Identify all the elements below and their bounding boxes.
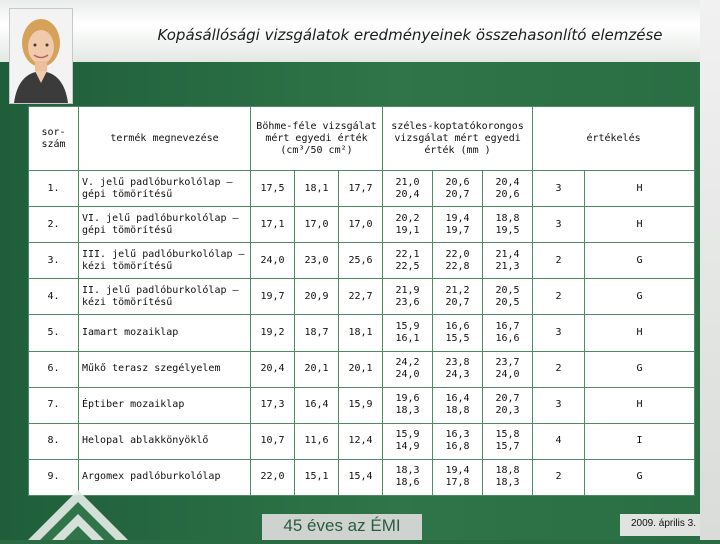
rating-grade-cell: I — [585, 423, 695, 459]
wide-test-3-cell — [483, 171, 533, 207]
wide-test-3-cell-value-1: 18,8 — [495, 465, 520, 477]
wide-test-2-cell — [433, 171, 483, 207]
wide-test-3-cell — [483, 387, 533, 423]
header-bohme-test: Böhme-féle vizsgálat mért egyedi érték (cm³/50 cm²) — [251, 107, 383, 171]
wide-test-1-cell-value-2: 18,6 — [395, 477, 420, 489]
rating-score-cell: 3 — [533, 207, 585, 243]
wide-test-1-cell — [383, 279, 433, 315]
rating-score-cell: 4 — [533, 423, 585, 459]
rating-grade-cell: G — [585, 243, 695, 279]
wide-test-3-cell-value-2: 16,6 — [495, 332, 520, 344]
bohme-value-2-cell: 11,6 — [295, 423, 339, 459]
header-wide-wheel-test: széles-koptatókorongos vizsgálat mért egyedi érték (mm ) — [383, 107, 533, 171]
wide-test-1-cell-value-2: 24,0 — [395, 369, 420, 381]
wide-test-3-cell-value-2: 21,3 — [495, 260, 520, 272]
wide-test-3-cell — [483, 207, 533, 243]
wide-test-2-cell-value-1: 23,8 — [445, 357, 470, 369]
product-name-cell: III. jelű padlóburkolólap – kézi tömörítésű — [79, 243, 251, 279]
wide-test-3-cell-value-1: 15,8 — [495, 429, 520, 441]
wide-test-3-cell-value-2: 18,3 — [495, 477, 520, 489]
bohme-value-3-cell: 25,6 — [339, 243, 383, 279]
emi-logo — [18, 470, 138, 540]
presenter-photo — [9, 8, 73, 104]
emi-logo-icon — [18, 470, 138, 540]
serial-number-cell: 5. — [29, 315, 79, 351]
bohme-value-1-cell: 17,5 — [251, 171, 295, 207]
table-row — [29, 207, 695, 243]
wide-test-3-cell-value-2: 20,5 — [495, 296, 520, 308]
table-row — [29, 351, 695, 387]
bohme-value-1-cell: 19,7 — [251, 279, 295, 315]
wide-test-3-cell-value-1: 20,4 — [495, 176, 520, 188]
bohme-value-2-cell: 17,0 — [295, 207, 339, 243]
wide-test-1-cell — [383, 459, 433, 495]
wide-test-2-cell — [433, 207, 483, 243]
wide-test-3-cell-value-2: 15,7 — [495, 441, 520, 453]
table-header-row — [29, 107, 695, 171]
serial-number-cell: 7. — [29, 387, 79, 423]
wide-test-1-cell-value-2: 18,3 — [395, 405, 420, 417]
bohme-value-3-cell: 15,4 — [339, 459, 383, 495]
wide-test-1-cell-value-1: 15,9 — [395, 429, 420, 441]
header-serial-number: sor-szám — [29, 107, 79, 171]
wide-test-2-cell-value-1: 20,6 — [445, 176, 470, 188]
wide-test-1-cell-value-1: 21,9 — [395, 284, 420, 296]
wide-test-2-cell — [433, 423, 483, 459]
page-title: Kopásállósági vizsgálatok eredményeinek összehasonlító elemzése — [157, 26, 663, 44]
bohme-value-1-cell: 19,2 — [251, 315, 295, 351]
wide-test-1-cell-value-1: 21,0 — [395, 176, 420, 188]
wide-test-2-cell-value-1: 16,3 — [445, 429, 470, 441]
rating-grade-cell: H — [585, 387, 695, 423]
wide-test-1-cell-value-2: 19,1 — [395, 224, 420, 236]
rating-score-cell: 2 — [533, 279, 585, 315]
table-row — [29, 279, 695, 315]
wide-test-1-cell-value-1: 20,2 — [395, 212, 420, 224]
bohme-value-3-cell: 15,9 — [339, 387, 383, 423]
header-rating: értékelés — [533, 107, 695, 171]
wide-test-3-cell — [483, 315, 533, 351]
right-decorative-strip — [700, 0, 720, 540]
rating-score-cell: 2 — [533, 351, 585, 387]
bohme-value-2-cell: 15,1 — [295, 459, 339, 495]
wide-test-3-cell — [483, 279, 533, 315]
product-name-cell: Műkő terasz szegélyelem — [79, 351, 251, 387]
bohme-value-3-cell: 17,0 — [339, 207, 383, 243]
footer-anniversary-text: 45 éves az ÉMI — [262, 514, 422, 540]
bohme-value-1-cell: 17,3 — [251, 387, 295, 423]
bohme-value-2-cell: 20,9 — [295, 279, 339, 315]
wide-test-2-cell-value-2: 20,7 — [445, 296, 470, 308]
header-product-name: termék megnevezése — [79, 107, 251, 171]
wide-test-3-cell-value-1: 21,4 — [495, 248, 520, 260]
product-name-cell: II. jelű padlóburkolólap – kézi tömörítésű — [79, 279, 251, 315]
table-row — [29, 171, 695, 207]
table-row — [29, 423, 695, 459]
wide-test-3-cell — [483, 423, 533, 459]
rating-score-cell: 2 — [533, 243, 585, 279]
rating-score-cell: 3 — [533, 387, 585, 423]
wide-test-1-cell-value-1: 24,2 — [395, 357, 420, 369]
wide-test-2-cell-value-1: 16,4 — [445, 393, 470, 405]
wide-test-3-cell — [483, 243, 533, 279]
wide-test-2-cell-value-2: 24,3 — [445, 369, 470, 381]
wide-test-1-cell — [383, 171, 433, 207]
bohme-value-3-cell: 12,4 — [339, 423, 383, 459]
wide-test-2-cell — [433, 351, 483, 387]
footer-date: 2009. április 3. — [620, 514, 700, 536]
rating-grade-cell: G — [585, 279, 695, 315]
product-name-cell: Helopal ablakkönyöklő — [79, 423, 251, 459]
wide-test-2-cell-value-2: 22,8 — [445, 260, 470, 272]
bohme-value-1-cell: 20,4 — [251, 351, 295, 387]
wide-test-3-cell-value-1: 20,5 — [495, 284, 520, 296]
wide-test-3-cell-value-1: 18,8 — [495, 212, 520, 224]
bohme-value-3-cell: 18,1 — [339, 315, 383, 351]
wide-test-1-cell-value-1: 15,9 — [395, 320, 420, 332]
wide-test-1-cell-value-2: 16,1 — [395, 332, 420, 344]
wide-test-2-cell-value-2: 16,8 — [445, 441, 470, 453]
wide-test-1-cell — [383, 243, 433, 279]
bohme-value-2-cell: 20,1 — [295, 351, 339, 387]
wide-test-2-cell — [433, 243, 483, 279]
wide-test-1-cell-value-2: 23,6 — [395, 296, 420, 308]
wide-test-2-cell-value-1: 21,2 — [445, 284, 470, 296]
serial-number-cell: 6. — [29, 351, 79, 387]
bohme-value-2-cell: 23,0 — [295, 243, 339, 279]
bohme-value-2-cell: 16,4 — [295, 387, 339, 423]
rating-score-cell: 3 — [533, 171, 585, 207]
wide-test-2-cell-value-1: 19,4 — [445, 212, 470, 224]
wide-test-2-cell-value-1: 22,0 — [445, 248, 470, 260]
product-name-cell: Argomex padlóburkolólap — [79, 459, 251, 495]
bohme-value-1-cell: 10,7 — [251, 423, 295, 459]
serial-number-cell: 1. — [29, 171, 79, 207]
wide-test-2-cell-value-1: 16,6 — [445, 320, 470, 332]
wide-test-3-cell-value-2: 20,3 — [495, 405, 520, 417]
wide-test-2-cell-value-2: 19,7 — [445, 224, 470, 236]
rating-score-cell: 3 — [533, 315, 585, 351]
wide-test-1-cell-value-1: 19,6 — [395, 393, 420, 405]
wide-test-1-cell-value-1: 22,1 — [395, 248, 420, 260]
wide-test-2-cell-value-2: 20,7 — [445, 188, 470, 200]
product-name-cell: V. jelű padlóburkolólap – gépi tömörítésű — [79, 171, 251, 207]
wide-test-3-cell-value-2: 20,6 — [495, 188, 520, 200]
serial-number-cell: 2. — [29, 207, 79, 243]
wide-test-1-cell-value-2: 20,4 — [395, 188, 420, 200]
serial-number-cell: 4. — [29, 279, 79, 315]
bohme-value-1-cell: 24,0 — [251, 243, 295, 279]
rating-grade-cell: H — [585, 171, 695, 207]
wide-test-2-cell — [433, 459, 483, 495]
wide-test-2-cell — [433, 315, 483, 351]
wide-test-3-cell — [483, 351, 533, 387]
wide-test-2-cell-value-2: 17,8 — [445, 477, 470, 489]
rating-grade-cell: H — [585, 207, 695, 243]
wide-test-2-cell — [433, 387, 483, 423]
presenter-portrait-icon — [10, 9, 72, 103]
wide-test-1-cell — [383, 351, 433, 387]
rating-grade-cell: G — [585, 351, 695, 387]
product-name-cell: Éptiber mozaiklap — [79, 387, 251, 423]
wide-test-3-cell — [483, 459, 533, 495]
wide-test-1-cell-value-1: 18,3 — [395, 465, 420, 477]
product-name-cell: VI. jelű padlóburkolólap – gépi tömörítésű — [79, 207, 251, 243]
wide-test-3-cell-value-2: 24,0 — [495, 369, 520, 381]
bohme-value-2-cell: 18,7 — [295, 315, 339, 351]
table-row — [29, 315, 695, 351]
table-row — [29, 243, 695, 279]
wide-test-2-cell-value-2: 18,8 — [445, 405, 470, 417]
results-table — [28, 106, 695, 496]
wide-test-1-cell-value-2: 14,9 — [395, 441, 420, 453]
serial-number-cell: 8. — [29, 423, 79, 459]
wide-test-1-cell — [383, 207, 433, 243]
wide-test-2-cell — [433, 279, 483, 315]
wide-test-1-cell — [383, 387, 433, 423]
bohme-value-3-cell: 17,7 — [339, 171, 383, 207]
table-row — [29, 387, 695, 423]
rating-grade-cell: G — [585, 459, 695, 495]
wide-test-1-cell — [383, 423, 433, 459]
serial-number-cell: 3. — [29, 243, 79, 279]
wide-test-3-cell-value-1: 20,7 — [495, 393, 520, 405]
bohme-value-1-cell: 22,0 — [251, 459, 295, 495]
rating-grade-cell: H — [585, 315, 695, 351]
rating-score-cell: 2 — [533, 459, 585, 495]
wide-test-3-cell-value-1: 23,7 — [495, 357, 520, 369]
wide-test-3-cell-value-2: 19,5 — [495, 224, 520, 236]
bohme-value-3-cell: 22,7 — [339, 279, 383, 315]
wide-test-3-cell-value-1: 16,7 — [495, 320, 520, 332]
wide-test-2-cell-value-1: 19,4 — [445, 465, 470, 477]
bohme-value-3-cell: 20,1 — [339, 351, 383, 387]
serial-number-cell: 9. — [29, 459, 79, 495]
wide-test-2-cell-value-2: 15,5 — [445, 332, 470, 344]
product-name-cell: Iamart mozaiklap — [79, 315, 251, 351]
bohme-value-2-cell: 18,1 — [295, 171, 339, 207]
bohme-value-1-cell: 17,1 — [251, 207, 295, 243]
wide-test-1-cell — [383, 315, 433, 351]
wide-test-1-cell-value-2: 22,5 — [395, 260, 420, 272]
